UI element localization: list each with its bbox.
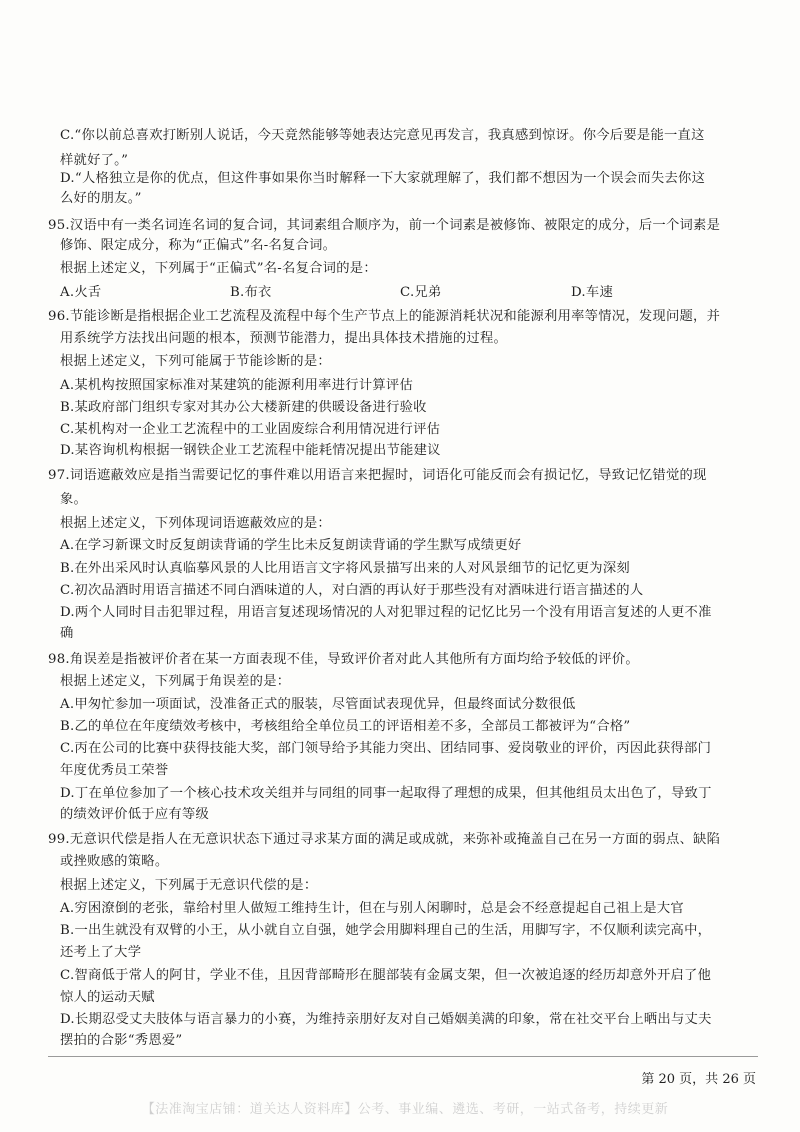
question-99-stem: 99.无意识代偿是指人在无意识状态下通过寻求某方面的满足或成就，来弥补或掩盖自己在另一方面的弱点、缺陷 — [48, 832, 721, 847]
question-97-option-a: A.在学习新课文时反复朗读背诵的学生比未反复朗读背诵的学生默写成绩更好 — [60, 538, 522, 553]
question-99-stem-cont: 或挫败感的策略。 — [60, 854, 169, 869]
question-98-option-c-cont: 年度优秀员工荣誉 — [60, 763, 169, 778]
question-96-stem: 96.节能诊断是指根据企业工艺流程及流程中每个生产节点上的能源消耗状况和能源利用率等情况，发现问题，并 — [48, 309, 721, 324]
question-98-option-c: C.丙在公司的比赛中获得技能大奖，部门领导给予其能力突出、团结同事、爱岗敬业的评价，丙因此获得部门 — [60, 741, 712, 756]
question-99-option-b-cont: 还考上了大学 — [60, 945, 142, 960]
question-96-option-a: A.某机构按照国家标准对某建筑的能源利用率进行计算评估 — [60, 378, 414, 393]
question-97-prompt: 根据上述定义，下列体现词语遮蔽效应的是： — [60, 516, 331, 531]
question-98-prompt: 根据上述定义，下列属于角误差的是： — [60, 674, 291, 689]
question-98-option-a: A.甲匆忙参加一项面试，没准备正式的服装，尽管面试表现优异，但最终面试分数很低 — [60, 697, 576, 712]
question-95-option-d: D.车速 — [571, 285, 614, 300]
question-99-option-c-cont: 惊人的运动天赋 — [60, 990, 155, 1005]
question-95-option-b: B.布衣 — [230, 285, 272, 300]
option-d-q94-cont: 么好的朋友。” — [60, 191, 142, 206]
question-97-stem: 97.词语遮蔽效应是指当需要记忆的事件难以用语言来把握时，词语化可能反而会有损记忆，导致记忆错觉的现 — [48, 468, 707, 483]
question-97-option-d: D.两个人同时目击犯罪过程，用语言复述现场情况的人对犯罪过程的记忆比另一个没有用语言复述的人更不准 — [60, 605, 712, 620]
question-95-option-c: C.兄弟 — [400, 285, 442, 300]
question-97-option-b: B.在外出采风时认真临摹风景的人比用语言文字将风景描写出来的人对风景细节的记忆更为深刻 — [60, 561, 630, 576]
question-99-option-d: D.长期忍受丈夫肢体与语言暴力的小赛，为维持亲朋好友对自己婚姻美满的印象，常在社交平台上晒出与丈夫 — [60, 1012, 712, 1027]
question-96-option-b: B.某政府部门组织专家对其办公大楼新建的供暖设备进行验收 — [60, 400, 427, 415]
watermark-text: 【法准淘宝店铺：道关达人资料库】公考、事业编、遴选、考研，一站式备考，持续更新 — [141, 1102, 669, 1117]
question-99-option-c: C.智商低于常人的阿甘，学业不佳，且因背部畸形在腿部装有金属支架，但一次被追逐的经历却意外开启了他 — [60, 968, 712, 983]
option-d-q94: D.“人格独立是你的优点，但这件事如果你当时解释一下大家就理解了，我们都不想因为一个误会而失去你这 — [60, 171, 706, 186]
question-97-option-c: C.初次品酒时用语言描述不同白酒味道的人，对白酒的再认好于那些没有对酒味进行语言描述的人 — [60, 583, 644, 598]
question-95-stem-cont: 修饰、限定成分，称为“正偏式”名-名复合词。 — [60, 238, 337, 253]
question-98-stem: 98.角误差是指被评价者在某一方面表现不佳，导致评价者对此人其他所有方面均给予较低的评价。 — [48, 652, 639, 667]
footer-divider — [48, 1056, 758, 1057]
option-c-q94: C.“你以前总喜欢打断别人说话，今天竟然能够等她表达完意见再发言，我真感到惊讶。你今后要是能一直这 — [60, 128, 705, 143]
question-96-stem-cont: 用系统学方法找出问题的根本，预测节能潜力，提出具体技术措施的过程。 — [60, 331, 508, 346]
question-96-option-d: D.某咨询机构根据一钢铁企业工艺流程中能耗情况提出节能建议 — [60, 443, 441, 458]
question-98-option-d-cont: 的绩效评价低于应有等级 — [60, 807, 210, 822]
question-97-option-d-cont: 确 — [60, 626, 74, 641]
question-99-option-b: B.一出生就没有双臂的小王，从小就自立自强，她学会用脚料理自己的生活，用脚写字，不仅顺利读完高中， — [60, 923, 712, 938]
page-number: 第 20 页，共 26 页 — [641, 1072, 756, 1087]
question-96-prompt: 根据上述定义，下列可能属于节能诊断的是： — [60, 354, 331, 369]
question-95-prompt: 根据上述定义，下列属于“正偏式”名-名复合词的是： — [60, 261, 377, 276]
question-98-option-b: B.乙的单位在年度绩效考核中，考核组给全单位员工的评语相差不多，全部员工都被评为“合格” — [60, 719, 631, 734]
option-c-q94-cont: 样就好了。” — [60, 153, 129, 168]
question-97-stem-cont: 象。 — [60, 492, 88, 507]
question-95-option-a: A.火舌 — [60, 285, 102, 300]
question-98-option-d: D.丁在单位参加了一个核心技术攻关组并与同组的同事一起取得了理想的成果，但其他组员太出色了，导致丁 — [60, 786, 712, 801]
question-99-option-a: A.穷困潦倒的老张，靠给村里人做短工维持生计，但在与别人闲聊时，总是会不经意提起自己祖上是大官 — [60, 901, 684, 916]
question-99-option-d-cont: 摆拍的合影“秀恩爱” — [60, 1033, 183, 1048]
question-95-stem: 95.汉语中有一类名词连名词的复合词，其词素组合顺序为，前一个词素是被修饰、被限定的成分，后一个词素是 — [48, 218, 721, 233]
question-96-option-c: C.某机构对一企业工艺流程中的工业固废综合利用情况进行评估 — [60, 422, 441, 437]
question-99-prompt: 根据上述定义，下列属于无意识代偿的是： — [60, 878, 318, 893]
